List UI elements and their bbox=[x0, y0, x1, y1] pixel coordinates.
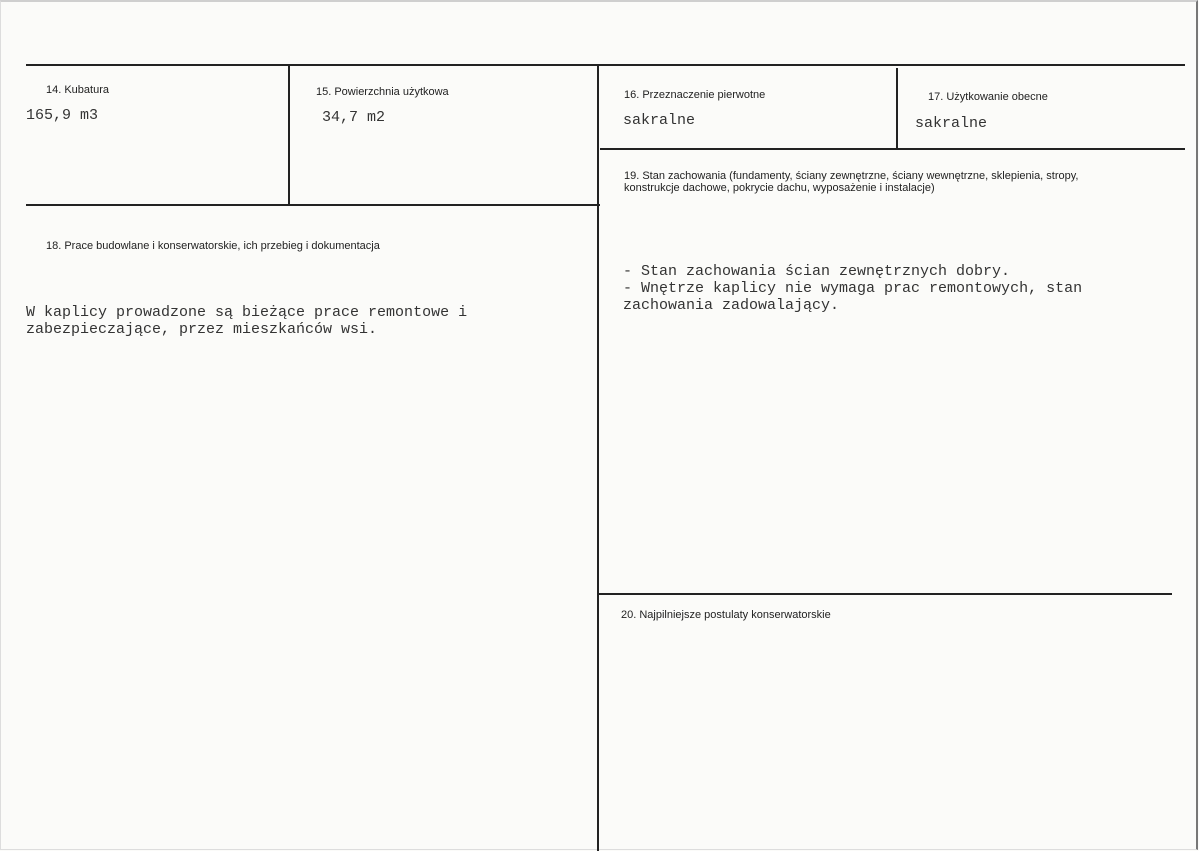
field-14-label: 14. Kubatura bbox=[46, 84, 109, 96]
main-divider bbox=[597, 64, 599, 851]
field-16-value: sakralne bbox=[623, 112, 696, 129]
field-19-label-line-2: konstrukcje dachowe, pokrycie dachu, wyposażenie i instalacje) bbox=[624, 182, 935, 194]
field-19-line-3: zachowania zadowalający. bbox=[623, 297, 840, 314]
divider-14-15 bbox=[288, 64, 290, 205]
rule-under-14-15 bbox=[26, 204, 600, 206]
field-18-label: 18. Prace budowlane i konserwatorskie, ich przebieg i dokumentacja bbox=[46, 240, 380, 252]
field-17-value: sakralne bbox=[915, 115, 988, 132]
field-16-label: 16. Przeznaczenie pierwotne bbox=[624, 89, 766, 101]
field-14-value: 165,9 m3 bbox=[26, 107, 99, 124]
field-15-label: 15. Powierzchnia użytkowa bbox=[316, 86, 449, 98]
top-rule bbox=[26, 64, 1185, 66]
rule-under-16-17 bbox=[600, 148, 1185, 150]
field-19-line-1: - Stan zachowania ścian zewnętrznych dobry. bbox=[623, 263, 1011, 280]
field-19-line-2: - Wnętrze kaplicy nie wymaga prac remontowych, stan bbox=[623, 280, 1083, 297]
field-20-label: 20. Najpilniejsze postulaty konserwatorskie bbox=[621, 609, 831, 621]
rule-above-20 bbox=[598, 593, 1172, 595]
field-17-label: 17. Użytkowanie obecne bbox=[928, 91, 1048, 103]
field-15-value: 34,7 m2 bbox=[322, 109, 386, 126]
field-18-line-1: W kaplicy prowadzone są bieżące prace remontowe i bbox=[26, 304, 468, 321]
field-18-line-2: zabezpieczające, przez mieszkańców wsi. bbox=[26, 321, 378, 338]
field-19-label-line-1: 19. Stan zachowania (fundamenty, ściany zewnętrzne, ściany wewnętrzne, sklepienia, stropy, bbox=[624, 170, 1079, 182]
divider-16-17 bbox=[896, 68, 898, 149]
